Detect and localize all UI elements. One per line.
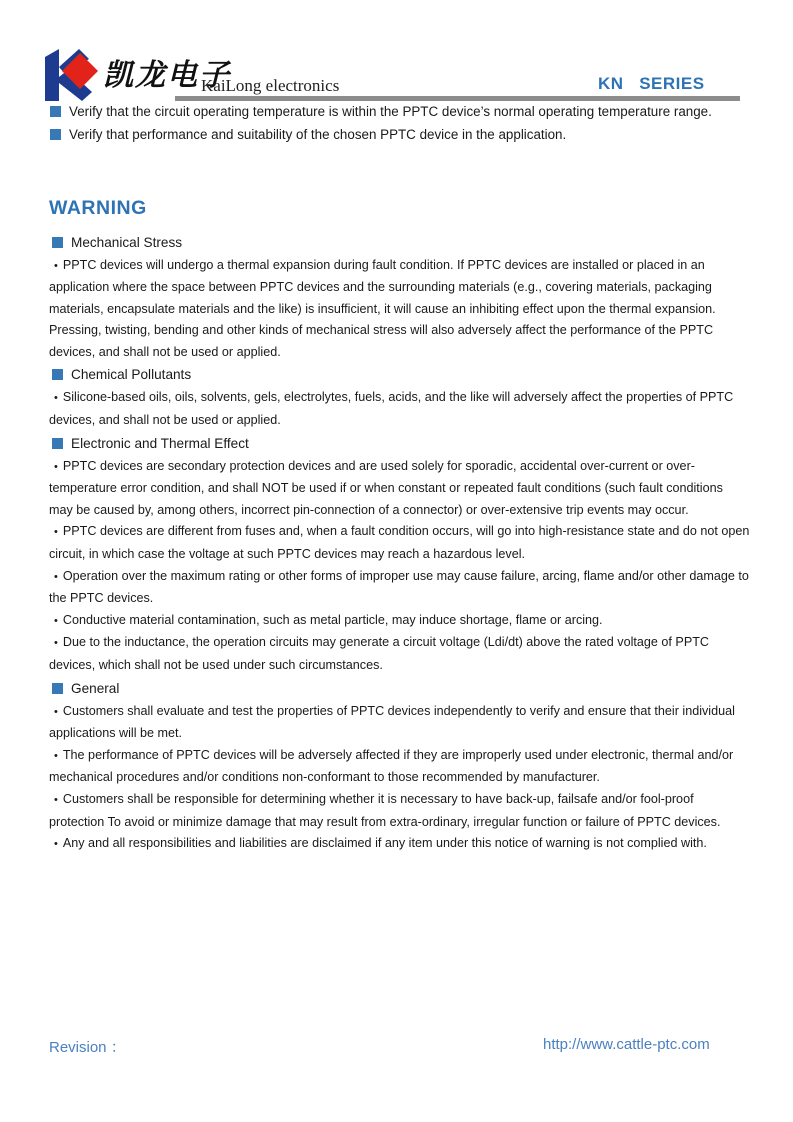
warning-paragraph: [49, 789, 750, 833]
top-bullet-item: [49, 124, 750, 146]
section-heading: [51, 232, 750, 254]
square-bullet-icon: [52, 237, 63, 248]
warning-paragraph: [49, 632, 750, 676]
section-heading-text: Electronic and Thermal Effect: [71, 435, 249, 451]
warning-title: WARNING: [49, 196, 147, 219]
paragraph-text: PPTC devices are different from fuses and, when a fault condition occurs, will go into high-resistance state and do not open circuit, in which case the voltage at such PPTC devices may reach a hazardous level.: [49, 524, 750, 562]
section-heading-text: Mechanical Stress: [71, 234, 183, 250]
footer-revision-label: Revision ：: [49, 1039, 126, 1056]
top-bullet-item: [49, 101, 750, 123]
square-bullet-icon: [52, 683, 63, 694]
dot-bullet-icon: •: [54, 570, 58, 583]
paragraph-text: Customers shall be responsible for determining whether it is necessary to have back-up, failsafe and/or fool-proof protection To avoid or minimize damage that may result from extra-ordinary, irregular function or failure of PPTC devices.: [49, 791, 721, 829]
section-heading: [51, 678, 750, 700]
warning-paragraph: [49, 456, 750, 522]
dot-bullet-icon: •: [54, 460, 58, 473]
warning-paragraph: [49, 255, 750, 364]
footer-website-link[interactable]: http://www.cattle-ptc.com: [543, 1036, 710, 1053]
series-label: KN SERIES: [598, 74, 705, 93]
dot-bullet-icon: •: [54, 392, 58, 405]
section-heading: [51, 433, 750, 455]
dot-bullet-icon: •: [54, 705, 58, 718]
square-bullet-icon: [52, 369, 63, 380]
top-bullet-text: Verify that the circuit operating temperature is within the PPTC device’s normal operating temperature range.: [69, 104, 712, 119]
paragraph-text: Operation over the maximum rating or other forms of improper use may cause failure, arcing, flame and/or other damage to the PPTC devices.: [49, 568, 749, 606]
logo-chinese-text: 凯龙电子: [103, 58, 231, 93]
warning-paragraph: [49, 745, 750, 789]
square-bullet-icon: [52, 438, 63, 449]
paragraph-text: PPTC devices will undergo a thermal expansion during fault condition. If PPTC devices are installed or placed in an application where the space between PPTC devices and the surrounding materials (e.g., covering materials, packaging materials, encapsulate materials and the like) is insufficient, it will cause an inhibiting effect upon the thermal expansion. Pressing, twisting, bending and other kinds of mechanical stress will also adversely affect the performance of the PPTC devices, and shall not be used or applied.: [49, 257, 716, 359]
square-bullet-icon: [50, 106, 61, 117]
dot-bullet-icon: •: [54, 793, 58, 806]
paragraph-text: Customers shall evaluate and test the properties of PPTC devices independently to verify and ensure that their individual applications will be met.: [49, 703, 735, 741]
dot-bullet-icon: •: [54, 614, 58, 627]
warning-paragraph: [49, 387, 750, 431]
paragraph-text: The performance of PPTC devices will be adversely affected if they are improperly used under electronic, thermal and/or mechanical procedures and/or conditions non-conformant to those recommended by manufacturer.: [49, 747, 734, 785]
top-bullet-list: [49, 101, 750, 146]
page-content: [49, 101, 750, 856]
warning-paragraph: [49, 521, 750, 565]
section-heading-text: Chemical Pollutants: [71, 367, 192, 383]
kailong-logo-icon: [45, 47, 105, 103]
section-heading: [51, 364, 750, 386]
dot-bullet-icon: •: [54, 259, 58, 272]
logo-english-text: KaiLong electronics: [201, 76, 340, 95]
section-heading-text: General: [71, 680, 120, 696]
paragraph-text: PPTC devices are secondary protection devices and are used solely for sporadic, accidental over-current or over-temperature error condition, and shall NOT be used if or when constant or repeated fault conditions (such fault conditions may be caused by, among others, incorrect pin-connection of a connector) or over-extensive trip events may occur.: [49, 458, 723, 517]
dot-bullet-icon: •: [54, 838, 58, 851]
top-bullet-text: Verify that performance and suitability of the chosen PPTC device in the application.: [69, 126, 567, 142]
paragraph-text: Silicone-based oils, oils, solvents, gels, electrolytes, fuels, acids, and the like will adversely affect the properties of PPTC devices, and shall not be used or applied.: [49, 390, 734, 428]
paragraph-text: Any and all responsibilities and liabilities are disclaimed if any item under this notice of warning is not complied with.: [62, 836, 707, 851]
dot-bullet-icon: •: [54, 526, 58, 539]
square-bullet-icon: [50, 129, 61, 140]
warning-paragraph: [49, 833, 750, 856]
page-header: [0, 0, 793, 102]
paragraph-text: Due to the inductance, the operation circuits may generate a circuit voltage (Ldi/dt) above the rated voltage of PPTC devices, which shall not be used under such circumstances.: [49, 635, 710, 672]
paragraph-text: Conductive material contamination, such as metal particle, may induce shortage, flame or arcing.: [62, 612, 603, 627]
warning-paragraph: [49, 566, 750, 610]
warning-paragraph: [49, 610, 750, 633]
warning-paragraph: [49, 701, 750, 745]
warning-sections: [49, 232, 750, 856]
dot-bullet-icon: •: [54, 749, 58, 762]
dot-bullet-icon: •: [54, 637, 58, 650]
